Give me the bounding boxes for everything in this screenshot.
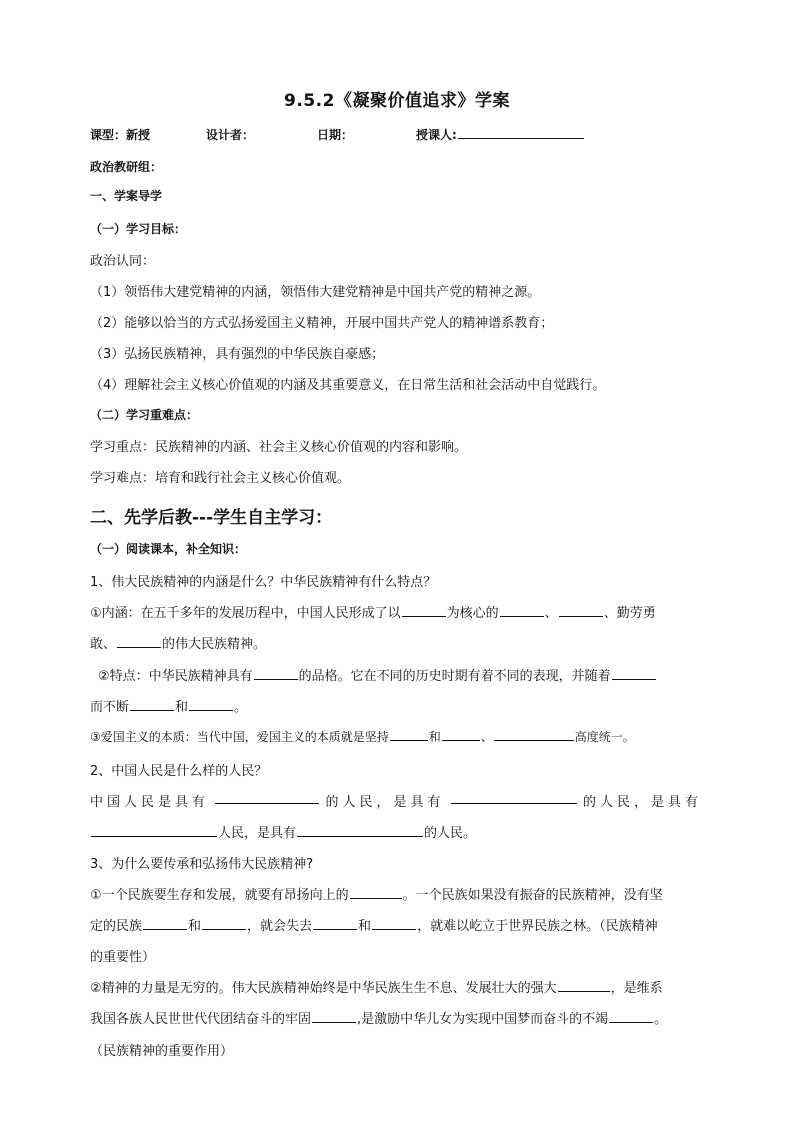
political-recognition: 政治认同：: [90, 254, 156, 269]
fill-blank: [202, 917, 246, 930]
fill-blank: [215, 791, 319, 804]
q3-importance-line1: ①一个民族要生存和发展，就要有昂扬向上的 。一个民族如果没有振奋的民族精神，没有坚: [90, 888, 663, 903]
goal-item: （1）领悟伟大建党精神的内涵，领悟伟大建党精神是中国共产党的精神之源。: [90, 285, 541, 300]
fill-blank: [130, 698, 174, 711]
q1-feature-line2: 而不断 和 。: [90, 700, 248, 715]
difficult-point: 学习难点：培育和践行社会主义核心价值观。: [90, 471, 351, 486]
q1-connotation-line2: 敢、 的伟大民族精神。: [90, 637, 267, 652]
goal-item: （3）弘扬民族精神，具有强烈的中华民族自豪感；: [90, 347, 385, 362]
fill-blank: [117, 635, 161, 648]
fill-blank: [402, 604, 446, 617]
fill-blank: [494, 728, 574, 741]
fill-blank: [313, 917, 357, 930]
section2-heading: 二、先学后教---学生自主学习：: [90, 508, 333, 528]
teacher-blank: [458, 126, 584, 139]
lesson-type: 课型：新授: [90, 128, 151, 142]
q2-answer-line1: 中国人民是具有 的人民，是具有 的人民，是具有: [90, 791, 702, 810]
q2-answer-line2: 人民，是具有 的人民。: [90, 822, 710, 841]
fill-blank: [500, 604, 544, 617]
fill-blank: [350, 886, 402, 899]
fill-blank: [609, 1010, 653, 1023]
key-point: 学习重点：民族精神的内涵、社会主义核心价值观的内容和影响。: [90, 440, 468, 455]
q1-connotation-line1: ①内涵：在五千多年的发展历程中，中国人民形成了以 为核心的 、 、勤劳勇: [90, 606, 656, 621]
q1-patriotism-line: ③爱国主义的本质：当代中国，爱国主义的本质就是坚持 和 、 高度统一。: [90, 730, 635, 744]
date-label: 日期：: [317, 128, 354, 142]
fill-blank: [559, 604, 603, 617]
question-3: 3、为什么要传承和弘扬伟大民族精神?: [90, 857, 314, 872]
question-2: 2、中国人民是什么样的人民？: [90, 764, 268, 779]
q3-role-line1: ②精神的力量是无穷的。伟大民族精神始终是中华民族生生不息、发展壮大的强大 ，是维系: [90, 981, 663, 996]
fill-blank: [442, 728, 480, 741]
question-1: 1、伟大民族精神的内涵是什么？中华民族精神有什么特点？: [90, 575, 437, 590]
q3-role-line2: 我国各族人民世世代代团结奋斗的牢固 ,是激励中华儿女为实现中国梦而奋斗的不竭 。: [90, 1012, 668, 1027]
section2-subheading: （一）阅读课本，补全知识：: [90, 542, 247, 556]
section1-heading: 一、学案导学: [90, 189, 163, 203]
fill-blank: [390, 728, 428, 741]
meta-row: [90, 126, 710, 143]
fill-blank: [558, 979, 610, 992]
fill-blank: [312, 1010, 356, 1023]
fill-blank: [612, 667, 656, 680]
keypoints-heading: （二）学习重难点：: [90, 408, 199, 422]
research-group: 政治教研组：: [90, 160, 163, 174]
fill-blank: [297, 824, 423, 837]
q3-role-note: （民族精神的重要作用）: [90, 1044, 234, 1059]
fill-blank: [254, 667, 298, 680]
q1-feature-line1: ②特点：中华民族精神具有 的品格。它在不同的历史时期有着不同的表现，并随着: [90, 665, 710, 684]
fill-blank: [91, 824, 217, 837]
fill-blank: [451, 791, 577, 804]
goal-item: （2）能够以恰当的方式弘扬爱国主义精神，开展中国共产党人的精神谱系教育；: [90, 316, 554, 331]
teacher-label: 授课人:: [416, 128, 457, 142]
q3-importance-note: 的重要性）: [90, 950, 156, 965]
q3-importance-line2: 定的民族 和 ，就会失去 和 ，就难以屹立于世界民族之林。（民族精神: [90, 919, 658, 934]
designer-label: 设计者：: [206, 128, 255, 142]
fill-blank: [372, 917, 416, 930]
fill-blank: [189, 698, 233, 711]
page-title: 9.5.2《凝聚价值追求》学案: [284, 91, 510, 111]
goals-heading: （一）学习目标：: [90, 222, 187, 236]
goal-item: （4）理解社会主义核心价值观的内涵及其重要意义，在日常生活和社会活动中自觉践行。: [90, 378, 606, 393]
fill-blank: [143, 917, 187, 930]
